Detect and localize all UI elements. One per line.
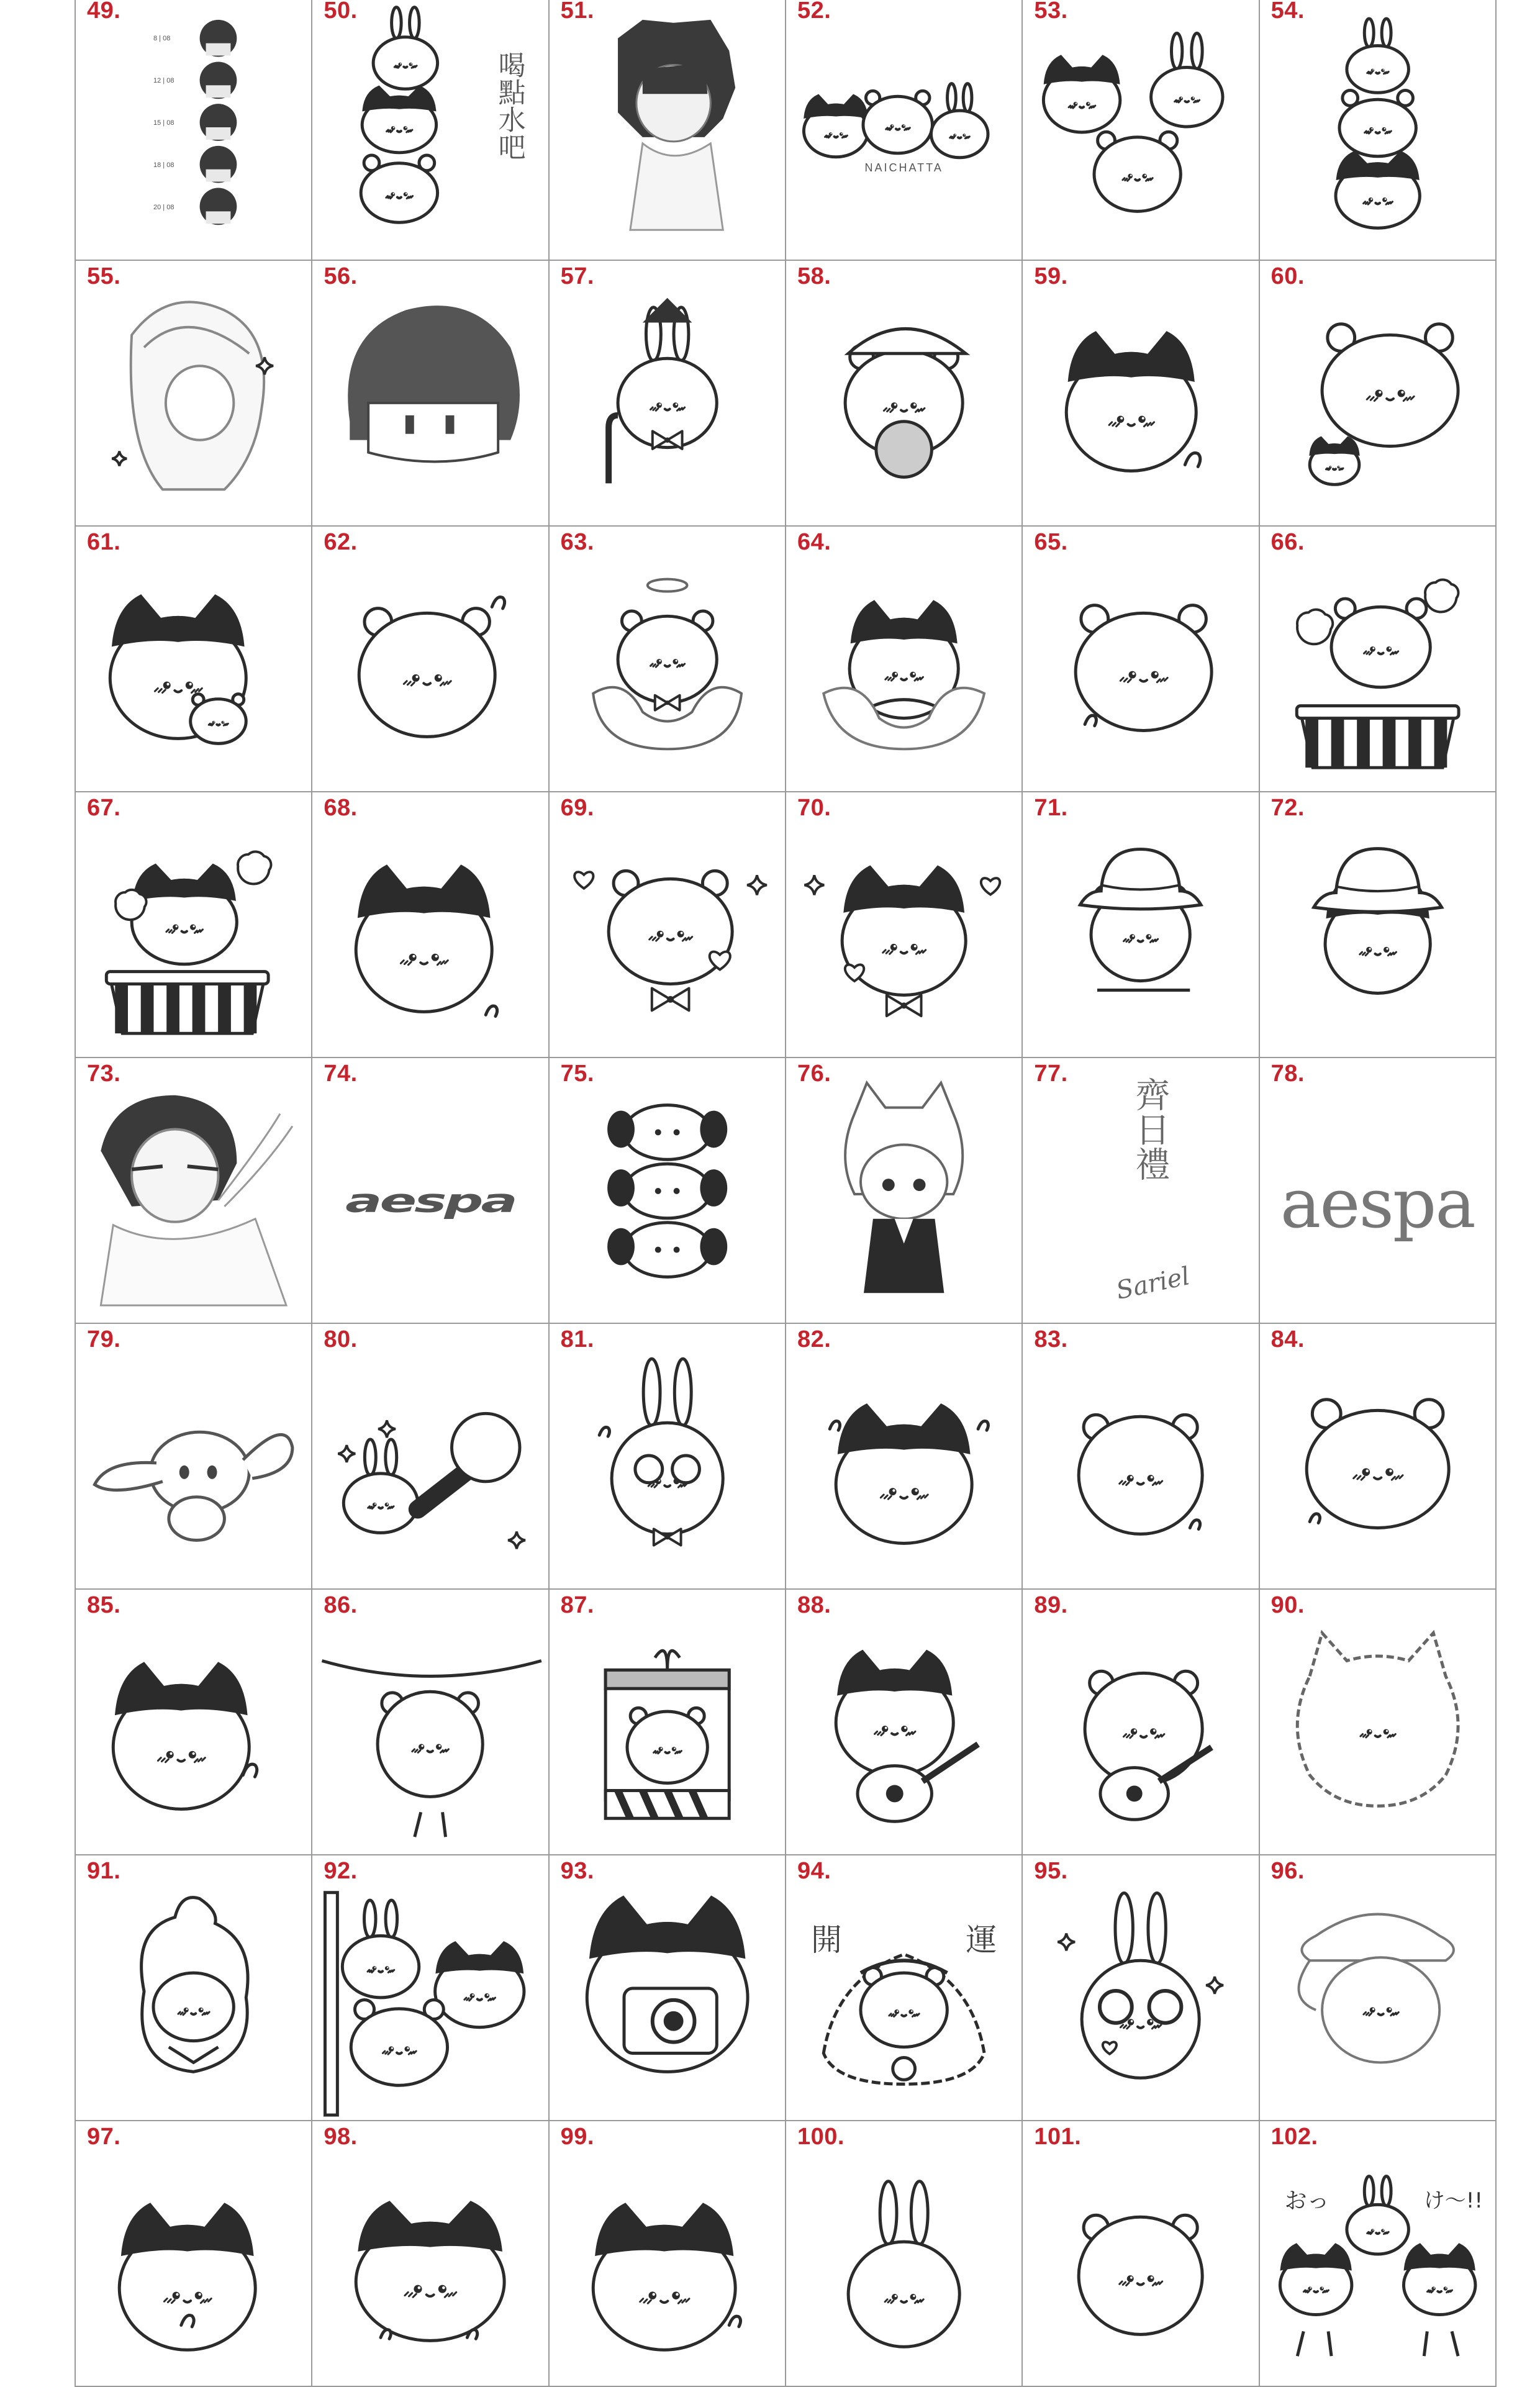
sticker-illustration-anime-girl (76, 261, 311, 525)
sticker-number: 56. (324, 263, 358, 289)
sticker-illustration-bunny-thumbs-up (312, 1324, 548, 1588)
sticker-number: 57. (560, 263, 594, 289)
time-label: 20 | 08 (153, 204, 174, 211)
sticker-cell-67[interactable] (76, 792, 312, 1058)
sticker-illustration-bear-giftbox (550, 1590, 785, 1854)
sticker-number: 89. (1034, 1592, 1068, 1618)
sticker-cell-49[interactable] (76, 0, 312, 261)
sticker-illustration-cinnamoroll (76, 1324, 311, 1588)
sticker-cell-85[interactable] (76, 1590, 312, 1855)
sticker-illustration-bunny-glasses (550, 1324, 785, 1588)
sticker-illustration-bear-shy (1023, 527, 1258, 791)
sticker-illustration-bear-with-kitten (1260, 261, 1495, 525)
exclaim-right-text: け〜!! (1423, 2188, 1483, 2213)
sticker-illustration-cat-wave (1023, 261, 1258, 525)
sticker-number: 87. (560, 1592, 594, 1618)
sticker-illustration-bunny-christmas (550, 261, 785, 525)
sticker-number: 52. (797, 0, 831, 24)
sticker-cell-96[interactable] (1260, 1855, 1497, 2121)
sticker-number: 59. (1034, 263, 1068, 289)
sticker-cell-76[interactable] (786, 1058, 1023, 1324)
sticker-cell-80[interactable] (312, 1324, 549, 1590)
sticker-number: 101. (1034, 2124, 1082, 2150)
sticker-cell-90[interactable] (1260, 1590, 1497, 1855)
sticker-illustration-dark-hair-face (312, 261, 548, 525)
sticker-illustration-cat-bucket-hat (1260, 792, 1495, 1057)
sticker-number: 50. (324, 0, 358, 24)
sticker-number: 49. (87, 0, 121, 24)
sticker-number: 58. (797, 263, 831, 289)
sticker-illustration-bear-small (1023, 2121, 1258, 2386)
sticker-illustration-trio-caption (786, 0, 1021, 260)
signature-text: Sariel (1113, 1262, 1193, 1305)
sticker-number: 79. (87, 1326, 121, 1352)
sticker-illustration-trio-signed (1023, 0, 1258, 260)
brand-logo-text: aespa (345, 1181, 515, 1220)
sticker-illustration-boy-suit-cat-ears (786, 1058, 1021, 1323)
sticker-cell-69[interactable] (550, 792, 786, 1058)
sticker-illustration-fortune (786, 1855, 1021, 2120)
sticker-number: 94. (797, 1858, 831, 1884)
sticker-number: 60. (1270, 263, 1305, 289)
sticker-illustration-cat-camera (550, 1855, 785, 2120)
sticker-cell-50[interactable] (312, 0, 549, 261)
exclaim-left-text: おっ (1284, 2188, 1329, 2214)
sticker-number: 69. (560, 795, 594, 821)
sticker-illustration-bear-santa-wreath (786, 261, 1021, 525)
sticker-number: 77. (1034, 1061, 1068, 1087)
time-label: 12 | 08 (153, 77, 174, 84)
sticker-number: 63. (560, 529, 594, 555)
sticker-number: 51. (560, 0, 594, 24)
sticker-illustration-cat-double-peace (786, 1324, 1021, 1588)
sticker-illustration-cat-cupid (786, 527, 1021, 791)
fortune-right-text: 運 (966, 1922, 997, 1958)
sticker-illustration-portrait-stack (76, 0, 311, 260)
sticker-cell-73[interactable] (76, 1058, 312, 1324)
sticker-cell-101[interactable] (1023, 2121, 1259, 2387)
sticker-cell-82[interactable] (786, 1324, 1023, 1590)
sticker-cell-79[interactable] (76, 1324, 312, 1590)
sticker-cell-95[interactable] (1023, 1855, 1259, 2121)
sticker-number: 82. (797, 1326, 831, 1352)
sticker-cell-89[interactable] (1023, 1590, 1259, 1855)
sticker-illustration-bear-bowtie-hearts (550, 792, 785, 1057)
sticker-caption: 喝點水吧 (493, 51, 525, 160)
sticker-illustration-cinnamo-hat (1260, 1855, 1495, 2120)
sticker-number: 78. (1270, 1061, 1305, 1087)
sticker-cell-98[interactable] (312, 2121, 549, 2387)
sticker-cell-77[interactable] (1023, 1058, 1259, 1324)
sticker-illustration-cat-peace-closed (550, 2121, 785, 2386)
sticker-cell-59[interactable] (1023, 261, 1259, 527)
sticker-illustration-bear-bucket-hat (1023, 792, 1258, 1057)
sticker-number: 61. (87, 529, 121, 555)
sticker-caption: NAICHATTA (864, 161, 943, 174)
sticker-number: 68. (324, 795, 358, 821)
sticker-illustration-cat-bowtie-hearts (786, 792, 1021, 1057)
sticker-illustration-cat-think (76, 2121, 311, 2386)
sticker-cell-56[interactable] (312, 261, 549, 527)
word-logo-text: aespa (1280, 1164, 1475, 1243)
sticker-number: 90. (1270, 1592, 1305, 1618)
sticker-number: 53. (1034, 0, 1068, 24)
sticker-illustration-cat-cute (312, 792, 548, 1057)
sticker-cell-61[interactable] (76, 527, 312, 792)
sticker-number: 80. (324, 1326, 358, 1352)
sticker-cell-87[interactable] (550, 1590, 786, 1855)
sticker-illustration-bear-peace (312, 527, 548, 791)
sticker-number: 86. (324, 1592, 358, 1618)
sticker-cell-91[interactable] (76, 1855, 312, 2121)
sticker-number: 100. (797, 2124, 845, 2150)
sticker-cell-93[interactable] (550, 1855, 786, 2121)
sticker-number: 81. (560, 1326, 594, 1352)
sticker-number: 92. (324, 1858, 358, 1884)
sticker-illustration-cat-wave-peace (76, 1590, 311, 1854)
sticker-cell-83[interactable] (1023, 1324, 1259, 1590)
sticker-cell-52[interactable] (786, 0, 1023, 261)
sticker-illustration-peeking-trio (312, 1855, 548, 2120)
sticker-illustration-bear-popcorn (1260, 527, 1495, 791)
sticker-cell-84[interactable] (1260, 1324, 1497, 1590)
sticker-cell-81[interactable] (550, 1324, 786, 1590)
sticker-number: 64. (797, 529, 831, 555)
sticker-cell-51[interactable] (550, 0, 786, 261)
fortune-left-text: 開 (811, 1922, 842, 1958)
sticker-cell-99[interactable] (550, 2121, 786, 2387)
sticker-cell-75[interactable] (550, 1058, 786, 1324)
sticker-cell-62[interactable] (312, 527, 549, 792)
sticker-cell-72[interactable] (1260, 792, 1497, 1058)
sticker-number: 65. (1034, 529, 1068, 555)
sticker-illustration-bear-hanging (312, 1590, 548, 1854)
sticker-illustration-bear-angel (550, 527, 785, 791)
sticker-illustration-cat-double-peace-2 (312, 2121, 548, 2386)
sticker-number: 67. (87, 795, 121, 821)
sticker-number: 85. (87, 1592, 121, 1618)
sticker-illustration-bunny-heart-glasses (1023, 1855, 1258, 2120)
sticker-number: 54. (1270, 0, 1305, 24)
calligraphy-text: 齊日禮 (1130, 1077, 1169, 1181)
sticker-number: 95. (1034, 1858, 1068, 1884)
sticker-number: 62. (324, 529, 358, 555)
time-label: 18 | 08 (153, 161, 174, 169)
sticker-number: 93. (560, 1858, 594, 1884)
sticker-cell-65[interactable] (1023, 527, 1259, 792)
sticker-cell-102[interactable] (1260, 2121, 1497, 2387)
sticker-cell-78[interactable] (1260, 1058, 1497, 1324)
sticker-number: 102. (1270, 2124, 1318, 2150)
sticker-illustration-cat-popcorn (76, 792, 311, 1057)
sticker-illustration-bear-smile (1023, 1324, 1258, 1588)
sticker-illustration-manga-portrait (550, 0, 785, 260)
sticker-number: 70. (797, 795, 831, 821)
sticker-cell-57[interactable] (550, 261, 786, 527)
sticker-number: 55. (87, 263, 121, 289)
sticker-number: 84. (1270, 1326, 1305, 1352)
sticker-cell-94[interactable] (786, 1855, 1023, 2121)
sticker-cell-64[interactable] (786, 527, 1023, 792)
sticker-number: 97. (87, 2124, 121, 2150)
sticker-cell-92[interactable] (312, 1855, 549, 2121)
sticker-number: 96. (1270, 1858, 1305, 1884)
sticker-number: 74. (324, 1061, 358, 1087)
sticker-cell-54[interactable] (1260, 0, 1497, 261)
sticker-cell-100[interactable] (786, 2121, 1023, 2387)
sticker-cell-70[interactable] (786, 792, 1023, 1058)
sticker-number: 83. (1034, 1326, 1068, 1352)
sticker-cell-71[interactable] (1023, 792, 1259, 1058)
sticker-cell-66[interactable] (1260, 527, 1497, 792)
sticker-cell-53[interactable] (1023, 0, 1259, 261)
sticker-cell-68[interactable] (312, 792, 549, 1058)
sticker-illustration-cat-ukulele (786, 1590, 1021, 1854)
sticker-number: 73. (87, 1061, 121, 1087)
time-label: 15 | 08 (153, 119, 174, 127)
sticker-number: 98. (324, 2124, 358, 2150)
sticker-cell-88[interactable] (786, 1590, 1023, 1855)
sticker-catalog-grid (75, 0, 1497, 2387)
sticker-number: 88. (797, 1592, 831, 1618)
sticker-number: 75. (560, 1061, 594, 1087)
sticker-illustration-trio-exclaim (1260, 2121, 1495, 2386)
sticker-number: 66. (1270, 529, 1305, 555)
sticker-cell-58[interactable] (786, 261, 1023, 527)
sticker-cell-74[interactable] (312, 1058, 549, 1324)
sticker-illustration-manga-boy-noodles (76, 1058, 311, 1323)
sticker-number: 99. (560, 2124, 594, 2150)
time-label: 8 | 08 (153, 35, 171, 42)
sticker-illustration-fluffy-cat (1260, 1590, 1495, 1854)
sticker-cell-97[interactable] (76, 2121, 312, 2387)
sticker-number: 72. (1270, 795, 1305, 821)
sticker-illustration-bird-costume (76, 1855, 311, 2120)
sticker-number: 91. (87, 1858, 121, 1884)
sticker-illustration-cat-with-plush (76, 527, 311, 791)
sticker-cell-55[interactable] (76, 261, 312, 527)
sticker-number: 71. (1034, 795, 1068, 821)
sticker-cell-63[interactable] (550, 527, 786, 792)
sticker-cell-86[interactable] (312, 1590, 549, 1855)
sticker-illustration-pochacco-stack (550, 1058, 785, 1323)
sticker-cell-60[interactable] (1260, 261, 1497, 527)
sticker-illustration-bear-ukulele (1023, 1590, 1258, 1854)
sticker-number: 76. (797, 1061, 831, 1087)
sticker-illustration-tower (1260, 0, 1495, 260)
sticker-illustration-bear-wink (1260, 1324, 1495, 1588)
sticker-illustration-bunny-smile (786, 2121, 1021, 2386)
